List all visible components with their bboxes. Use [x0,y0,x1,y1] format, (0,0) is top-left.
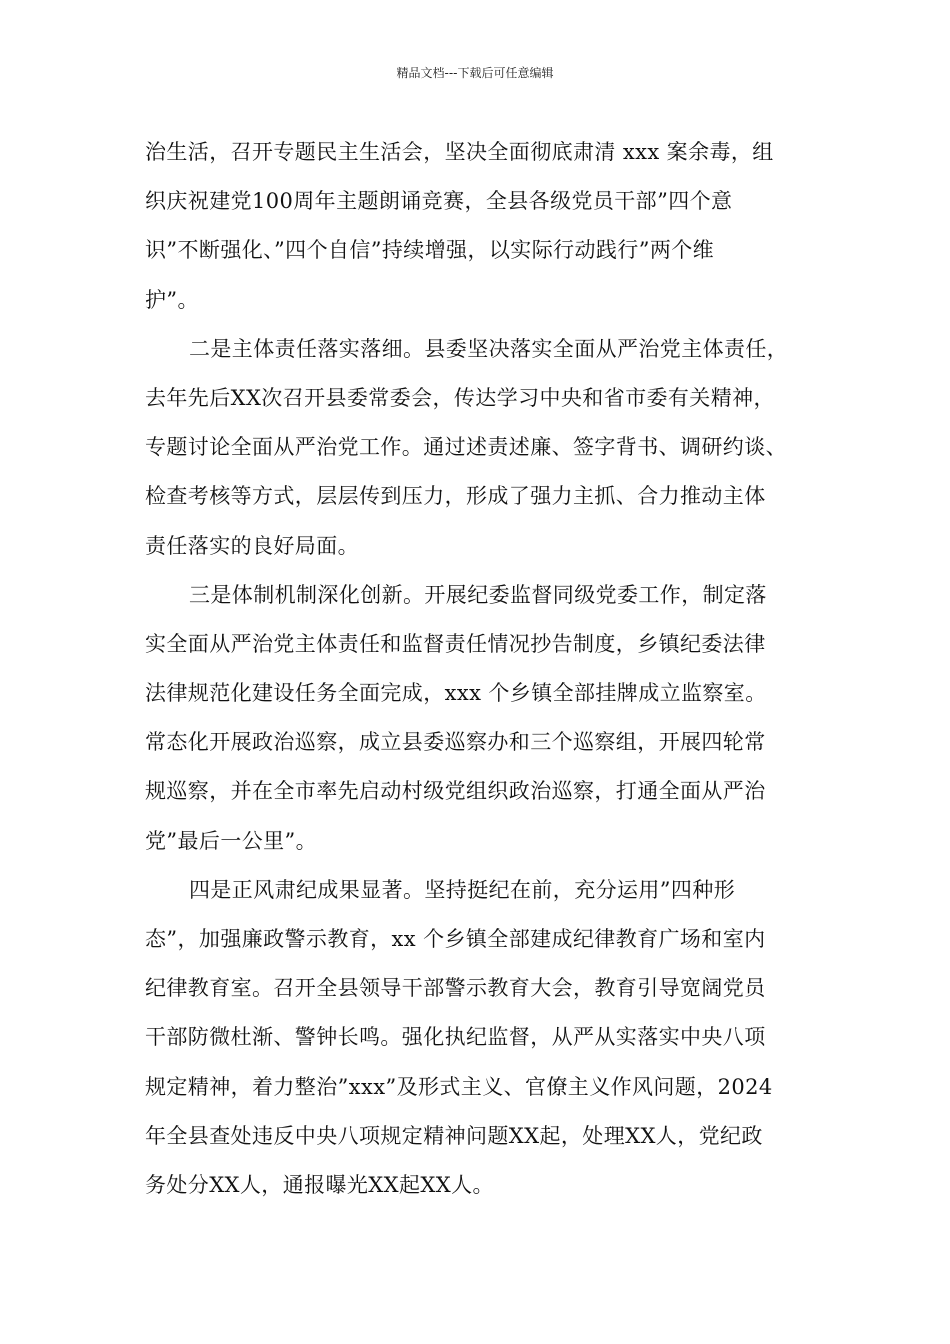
document-body [145,128,813,1210]
paragraph-4-line-6: 年全县查处违反中央八项规定精神问题XX起，处理XX人，党纪政 [145,1123,763,1148]
paragraph-3-line-3: 法律规范化建设任务全面完成，xxx 个乡镇全部挂牌成立监察室。 [145,681,767,706]
paragraph-1-line-1: 治生活，召开专题民主生活会，坚决全面彻底肃清 xxx 案余毒，组 [145,140,774,164]
paragraph-1-line-4: 护”。 [145,287,199,312]
paragraph-2-line-4: 检查考核等方式，层层传到压力，形成了强力主抓、合力推动主体 [145,484,766,509]
paragraph-4-line-5: 规定精神，着力整治”xxx”及形式主义、官僚主义作风问题，2024 [145,1074,773,1099]
paragraph-1-line-3: 识”不断强化、”四个自信”持续增强，以实际行动践行”两个维 [145,238,715,263]
paragraph-3-line-6: 党”最后一公里”。 [145,828,318,853]
paragraph-4-line-4: 干部防微杜渐、警钟长鸣。强化执纪监督，从严从实落实中央八项 [145,1025,766,1050]
paragraph-2-line-5: 责任落实的良好局面。 [145,533,359,558]
paragraph-2-line-1: 二是主体责任落实落细。县委坚决落实全面从严治党主体责任， [189,336,789,361]
page-header: 精品文档---下载后可任意编辑 [396,66,554,80]
paragraph-3-line-5: 规巡察，并在全市率先启动村级党组织政治巡察，打通全面从严治 [145,779,766,804]
paragraph-2-line-3: 专题讨论全面从严治党工作。通过述责述廉、签字背书、调研约谈、 [145,435,787,460]
paragraph-4-line-3: 纪律教育室。召开全县领导干部警示教育大会，教育引导宽阔党员 [145,976,766,1001]
paragraph-4-line-1: 四是正风肃纪成果显著。坚持挺纪在前，充分运用”四种形 [189,877,736,902]
paragraph-4-line-7: 务处分XX人，通报曝光XX起XX人。 [145,1172,494,1197]
paragraph-3-line-4: 常态化开展政治巡察，成立县委巡察办和三个巡察组，开展四轮常 [145,730,766,755]
paragraph-1-line-2: 织庆祝建党100周年主题朗诵竞赛，全县各级党员干部”四个意 [145,189,733,214]
paragraph-3-line-2: 实全面从严治党主体责任和监督责任情况抄告制度，乡镇纪委法律 [145,631,766,656]
paragraph-4-line-2: 态”，加强廉政警示教育，xx 个乡镇全部建成纪律教育广场和室内 [145,927,766,951]
paragraph-2-line-2: 去年先后XX次召开县委常委会，传达学习中央和省市委有关精神， [145,385,775,410]
paragraph-3-line-1: 三是体制机制深化创新。开展纪委监督同级党委工作，制定落 [189,582,767,607]
